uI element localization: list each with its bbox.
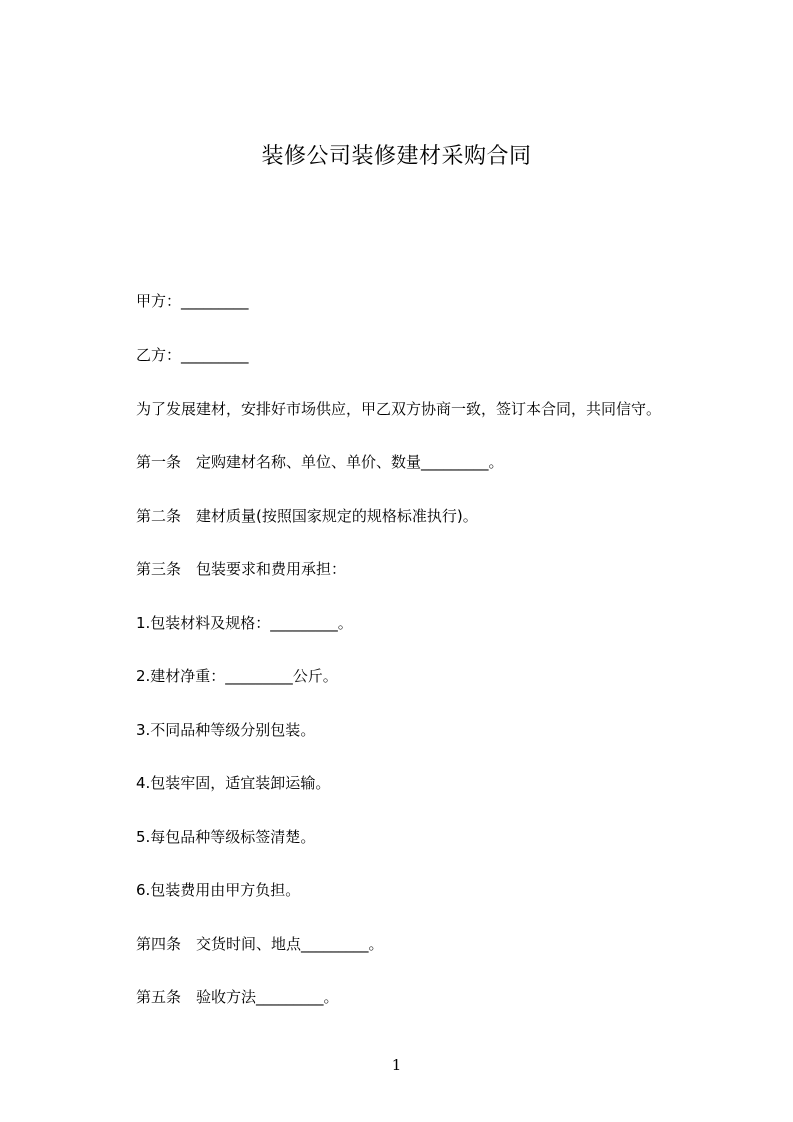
article-3-item-2: 2.建材净重：_________公斤。 [136, 667, 338, 685]
article-3-item-6: 6.包装费用由甲方负担。 [136, 881, 301, 899]
article-3: 第三条 包装要求和费用承担： [136, 560, 347, 578]
article-1: 第一条 定购建材名称、单位、单价、数量_________。 [136, 453, 504, 471]
page-number: 1 [391, 1056, 402, 1074]
article-3-item-5: 5.每包品种等级标签清楚。 [136, 828, 316, 846]
document-title: 装修公司装修建材采购合同 [261, 144, 532, 169]
article-3-item-4: 4.包装牢固，适宜装卸运输。 [136, 774, 331, 792]
party-a-line: 甲方：_________ [136, 292, 249, 310]
article-4: 第四条 交货时间、地点_________。 [136, 935, 384, 953]
article-2: 第二条 建材质量(按照国家规定的规格标准执行)。 [136, 507, 478, 525]
article-3-item-3: 3.不同品种等级分别包装。 [136, 721, 316, 739]
article-3-item-1: 1.包装材料及规格：_________。 [136, 614, 353, 632]
intro-paragraph: 为了发展建材，安排好市场供应，甲乙双方协商一致，签订本合同，共同信守。 [136, 400, 662, 418]
party-b-line: 乙方：_________ [136, 346, 249, 364]
article-5: 第五条 验收方法_________。 [136, 988, 339, 1006]
